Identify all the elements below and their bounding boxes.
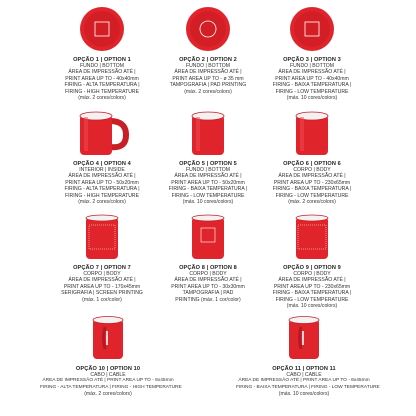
option-detail: ÁREA DE IMPRESSÃO ATÉ |	[278, 173, 346, 180]
option-11-card	[236, 313, 380, 398]
option-2-card	[148, 4, 268, 95]
option-detail: ÁREA DE IMPRESSÃO ATÉ |	[68, 277, 136, 284]
option-detail: TAMPOGRAFIA | PAD	[182, 290, 234, 297]
option-detail: PRINT AREA UP TO - ø 35 mm	[172, 75, 244, 82]
mug-inside-image	[42, 108, 162, 158]
option-detail: FIRING - ALTA TEMPERATURA |	[64, 82, 140, 89]
option-10-card	[40, 313, 182, 398]
option-detail: CORPO | BODY	[293, 167, 331, 173]
option-title: OPÇÃO 10 | OPTION 10	[75, 366, 141, 372]
option-title: OPÇÃO 4 | OPTION 4	[73, 161, 131, 167]
mug-bottom-image	[148, 4, 268, 54]
option-detail: FUNDO | BOTTOM	[80, 63, 124, 69]
option-detail: ÁREA DE IMPRESSÃO ATÉ |	[68, 69, 136, 76]
option-detail: TAMPOGRAFIA | PAD PRINTING	[169, 82, 247, 89]
option-detail: FIRING - LOW TEMPERATURE	[275, 192, 349, 199]
mug-body-image	[252, 212, 372, 262]
option-title: OPÇÃO 5 | OPTION 5	[179, 161, 237, 167]
option-title: OPÇÃO 1 | OPTION 1	[73, 57, 131, 63]
option-detail: ÁREA DE IMPRESSÃO ATÉ |	[278, 69, 346, 76]
option-5-card	[148, 108, 268, 205]
option-detail: PRINT AREA UP TO - 50x20mm	[65, 179, 139, 186]
option-detail: FIRING - HIGH TEMPERATURE	[65, 88, 139, 95]
option-detail: PRINT AREA UP TO - 170x45mm	[63, 283, 141, 290]
option-detail: (máx. 10 cores/colors)	[286, 95, 338, 102]
option-detail: PRINT AREA UP TO - 230x65mm	[273, 283, 351, 290]
option-detail: (máx. 2 cores/colors)	[184, 88, 232, 95]
option-detail: (máx. 2 cores/colors)	[84, 391, 132, 398]
option-detail: ÁREA DE IMPRESSÃO ATÉ |	[174, 277, 242, 284]
option-detail: FIRING - BAIXA TEMPERATURA | FIRING - LOW TEMPERATURE	[236, 384, 380, 390]
option-3-card	[252, 4, 372, 101]
option-title: OPÇÃO 9 | OPTION 9	[283, 265, 341, 271]
mug-front-image	[252, 108, 372, 158]
option-detail: FIRING - BAIXA TEMPERATURA |	[272, 186, 352, 193]
option-detail: FIRING - LOW TEMPERATURE	[275, 296, 349, 303]
option-detail: FIRING - ALTA TEMPERATURA |	[64, 186, 140, 193]
option-detail: SERIGRAFIA | SCREEN PRINTING	[61, 290, 143, 297]
option-detail: ÁREA DE IMPRESSÃO ATÉ |	[174, 173, 242, 180]
option-4-card	[42, 108, 162, 205]
option-detail: FUNDO | BOTTOM	[186, 63, 230, 69]
option-title: OPÇÃO 7 | OPTION 7	[73, 265, 131, 271]
option-detail: CABO | CABLE	[90, 372, 126, 378]
option-detail: FIRING - BAIXA TEMPERATURA |	[272, 290, 352, 297]
option-detail: (máx. 10 cores/colors)	[278, 391, 330, 398]
option-title: OPÇÃO 6 | OPTION 6	[283, 161, 341, 167]
option-detail: FIRING - ALTA TEMPERATURA | FIRING - HIGH TEMPERATURE	[40, 384, 182, 390]
option-detail: CORPO | BODY	[293, 271, 331, 277]
option-detail: FIRING - LOW TEMPERATURE	[171, 192, 245, 199]
option-detail: (máx. 2 cores/colors)	[78, 95, 126, 102]
option-detail: PRINT AREA UP TO - 50x20mm	[171, 179, 245, 186]
option-detail: ÁREA DE IMPRESSÃO ATÉ | PRINT AREA UP TO - 8x45mm	[42, 378, 174, 384]
option-detail: ÁREA DE IMPRESSÃO ATÉ |	[68, 173, 136, 180]
option-detail: FIRING - HIGH TEMPERATURE	[65, 192, 139, 199]
mug-front-image	[148, 108, 268, 158]
option-title: OPÇÃO 2 | OPTION 2	[179, 57, 237, 63]
option-detail: FUNDO | BOTTOM	[290, 63, 334, 69]
option-title: OPÇÃO 3 | OPTION 3	[283, 57, 341, 63]
option-detail: ÁREA DE IMPRESSÃO ATÉ |	[278, 277, 346, 284]
option-title: OPÇÃO 11 | OPTION 11	[272, 366, 336, 372]
option-9-card	[252, 212, 372, 309]
option-detail: (máx. 10 cores/colors)	[182, 199, 234, 206]
option-detail: FIRING - LOW TEMPERATURE	[275, 88, 349, 95]
option-detail: (máx. 2 cores/colors)	[288, 199, 336, 206]
option-detail: FIRING - BAIXA TEMPERATURA |	[272, 82, 352, 89]
option-detail: PRINT AREA UP TO - 40x40mm	[65, 75, 139, 82]
mug-body-image	[42, 212, 162, 262]
mug-handle-image	[40, 313, 176, 363]
option-detail: CORPO | BODY	[189, 271, 227, 277]
mug-bottom-image	[252, 4, 372, 54]
option-6-card	[252, 108, 372, 205]
option-detail: FUNDO | BOTTOM	[186, 167, 230, 173]
mug-bottom-image	[42, 4, 162, 54]
option-detail: CORPO | BODY	[83, 271, 121, 277]
option-1-card	[42, 4, 162, 101]
option-8-card	[148, 212, 268, 303]
option-detail: PRINT AREA UP TO - 30x30mm	[171, 283, 245, 290]
option-7-card	[42, 212, 162, 303]
option-detail: INTERIOR | INSIDE	[79, 167, 125, 173]
option-title: OPÇÃO 8 | OPTION 8	[179, 265, 237, 271]
option-detail: PRINT AREA UP TO - 40x40mm	[275, 75, 349, 82]
option-detail: (máx. 1 cor/color)	[82, 296, 122, 303]
option-detail: PRINTING (máx. 1 cor/color)	[175, 296, 241, 303]
option-detail: ÁREA DE IMPRESSÃO ATÉ | PRINT AREA UP TO - 8x45mm	[238, 378, 370, 384]
option-detail: FIRING - BAIXA TEMPERATURA |	[168, 186, 248, 193]
option-detail: ÁREA DE IMPRESSÃO ATÉ |	[174, 69, 242, 76]
option-detail: (máx. 2 cores/colors)	[78, 199, 126, 206]
mug-handle-image	[236, 313, 372, 363]
option-detail: PRINT AREA UP TO - 230x65mm	[273, 179, 351, 186]
mug-body-image	[148, 212, 268, 262]
option-detail: (máx. 10 cores/colors)	[286, 303, 338, 310]
option-detail: CABO | CABLE	[286, 372, 322, 378]
